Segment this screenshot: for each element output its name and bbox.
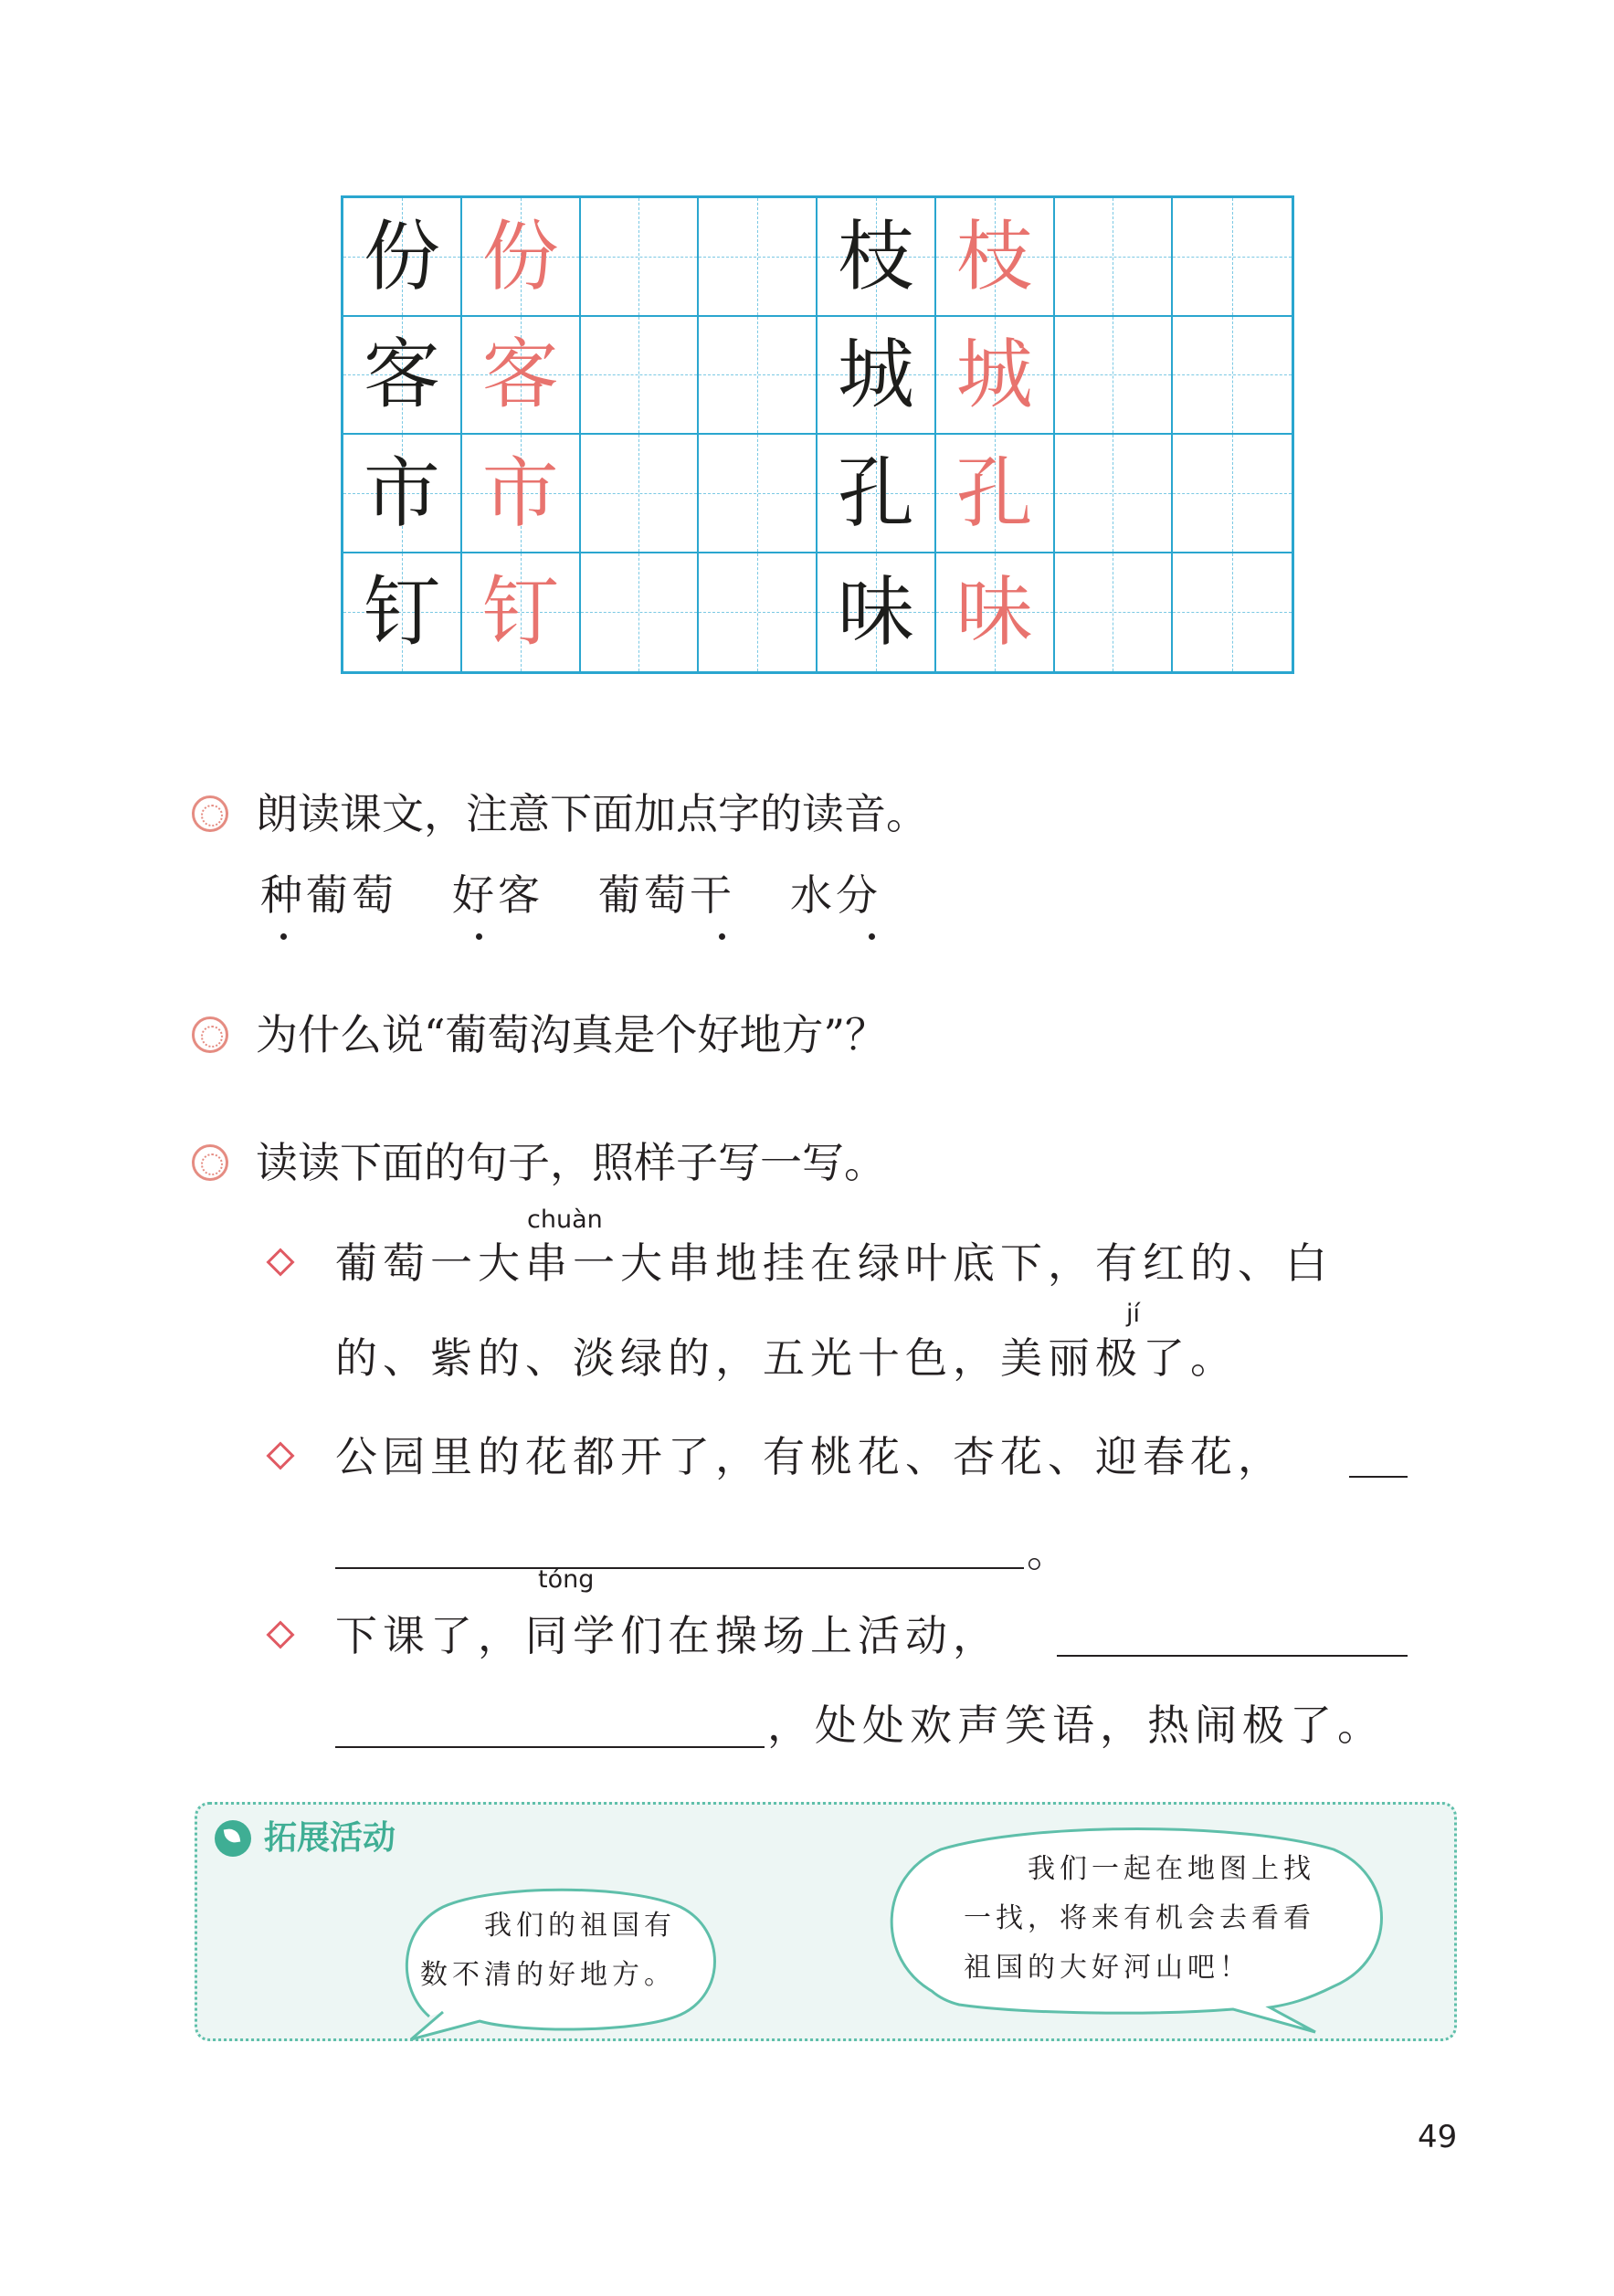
character-writing-grid <box>341 195 1294 674</box>
question-3 <box>192 1138 886 1187</box>
question-1 <box>192 789 928 838</box>
question-3-text: 读读下面的句子，照样子写一写。 <box>256 1138 886 1187</box>
word-3: 葡萄干 <box>598 870 735 920</box>
example-sentence-line-2: 的、紫的、淡绿的，五光十色，美丽极了。 <box>335 1333 1238 1383</box>
model-character: 客 <box>481 330 559 420</box>
diamond-bullet-icon <box>266 1441 294 1469</box>
grid-cell[interactable] <box>699 435 818 553</box>
grid-cell <box>936 198 1055 317</box>
question-badge-icon <box>192 1016 228 1053</box>
printed-character: 味 <box>837 567 914 658</box>
model-character: 枝 <box>955 211 1033 301</box>
emphasis-dot <box>280 933 287 940</box>
grid-cell[interactable] <box>1055 198 1174 317</box>
page-number: 49 <box>1418 2119 1458 2155</box>
emphasis-dot <box>476 933 482 940</box>
grid-cell[interactable] <box>581 198 700 317</box>
printed-character: 城 <box>837 330 914 420</box>
diamond-bullet-icon <box>266 1248 294 1276</box>
pinyin-annotation: jí <box>1126 1300 1141 1328</box>
grid-cell <box>936 553 1055 672</box>
activity-header <box>215 1820 396 1857</box>
pinyin-annotation: tóng <box>538 1565 595 1594</box>
exercise-3-line-2: ，处处欢声笑语，热闹极了。 <box>767 1701 1385 1750</box>
grid-cell <box>818 435 936 553</box>
grid-cell <box>936 317 1055 436</box>
grid-cell <box>343 553 462 672</box>
grid-cell <box>462 553 581 672</box>
printed-character: 市 <box>363 448 440 538</box>
bubble-right-line-2: 一找，将来有机会去看看 <box>964 1902 1315 1934</box>
grid-cell[interactable] <box>1173 553 1292 672</box>
grid-cell[interactable] <box>1173 317 1292 436</box>
printed-character: 客 <box>363 330 440 420</box>
grid-cell[interactable] <box>581 317 700 436</box>
grid-cell[interactable] <box>1173 198 1292 317</box>
bubble-left-line-2: 数不清的好地方。 <box>420 1959 676 1991</box>
exercise-3-line-1: 下课了，同学们在操场上活动， <box>335 1611 1000 1660</box>
word-1: 种葡萄 <box>260 870 397 920</box>
printed-character: 枝 <box>837 211 914 301</box>
grid-cell <box>818 317 936 436</box>
model-character: 城 <box>955 330 1033 420</box>
bubble-right-line-1: 我们一起在地图上找 <box>1028 1853 1315 1885</box>
printed-character: 份 <box>363 211 440 301</box>
pronunciation-words <box>260 870 936 920</box>
grid-cell <box>462 317 581 436</box>
answer-blank[interactable] <box>1349 1476 1408 1478</box>
grid-cell[interactable] <box>581 553 700 672</box>
grid-cell[interactable] <box>699 198 818 317</box>
grid-cell <box>818 553 936 672</box>
word-2: 好客 <box>452 870 543 920</box>
leaf-icon <box>215 1820 251 1857</box>
printed-character: 钉 <box>363 567 440 658</box>
grid-cell <box>936 435 1055 553</box>
emphasis-dot <box>869 933 875 940</box>
grid-cell <box>343 435 462 553</box>
bubble-right-line-3: 祖国的大好河山吧！ <box>964 1952 1251 1984</box>
model-character: 钉 <box>481 567 559 658</box>
question-1-text: 朗读课文，注意下面加点字的读音。 <box>256 789 928 838</box>
grid-cell[interactable] <box>1055 553 1174 672</box>
grid-cell[interactable] <box>1055 317 1174 436</box>
example-sentence-line-1: 葡萄一大串一大串地挂在绿叶底下，有红的、白 <box>335 1238 1333 1288</box>
question-2 <box>192 1010 888 1059</box>
printed-character: 孔 <box>837 448 914 538</box>
answer-blank[interactable] <box>335 1567 1024 1569</box>
diamond-bullet-icon <box>266 1620 294 1648</box>
question-2-text: 为什么说“葡萄沟真是个好地方”？ <box>256 1010 888 1059</box>
grid-cell[interactable] <box>1173 435 1292 553</box>
grid-cell[interactable] <box>1055 435 1174 553</box>
grid-cell <box>343 317 462 436</box>
exercise-2-end: 。 <box>1027 1527 1074 1576</box>
grid-cell <box>343 198 462 317</box>
bubble-left-line-1: 我们的祖国有 <box>484 1910 676 1942</box>
answer-blank[interactable] <box>335 1746 765 1748</box>
grid-cell[interactable] <box>581 435 700 553</box>
activity-title: 拓展活动 <box>264 1819 396 1857</box>
model-character: 市 <box>481 448 559 538</box>
grid-cell <box>462 198 581 317</box>
model-character: 孔 <box>955 448 1033 538</box>
model-character: 味 <box>955 567 1033 658</box>
model-character: 份 <box>481 211 559 301</box>
grid-cell <box>462 435 581 553</box>
question-badge-icon <box>192 1144 228 1181</box>
grid-cell <box>818 198 936 317</box>
exercise-2-line-1: 公园里的花都开了，有桃花、杏花、迎春花， <box>335 1432 1285 1481</box>
grid-cell[interactable] <box>699 317 818 436</box>
pinyin-annotation: chuàn <box>527 1206 603 1234</box>
grid-cell[interactable] <box>699 553 818 672</box>
word-4: 水分 <box>790 870 881 920</box>
emphasis-dot <box>719 933 725 940</box>
question-badge-icon <box>192 795 228 832</box>
answer-blank[interactable] <box>1057 1655 1408 1657</box>
